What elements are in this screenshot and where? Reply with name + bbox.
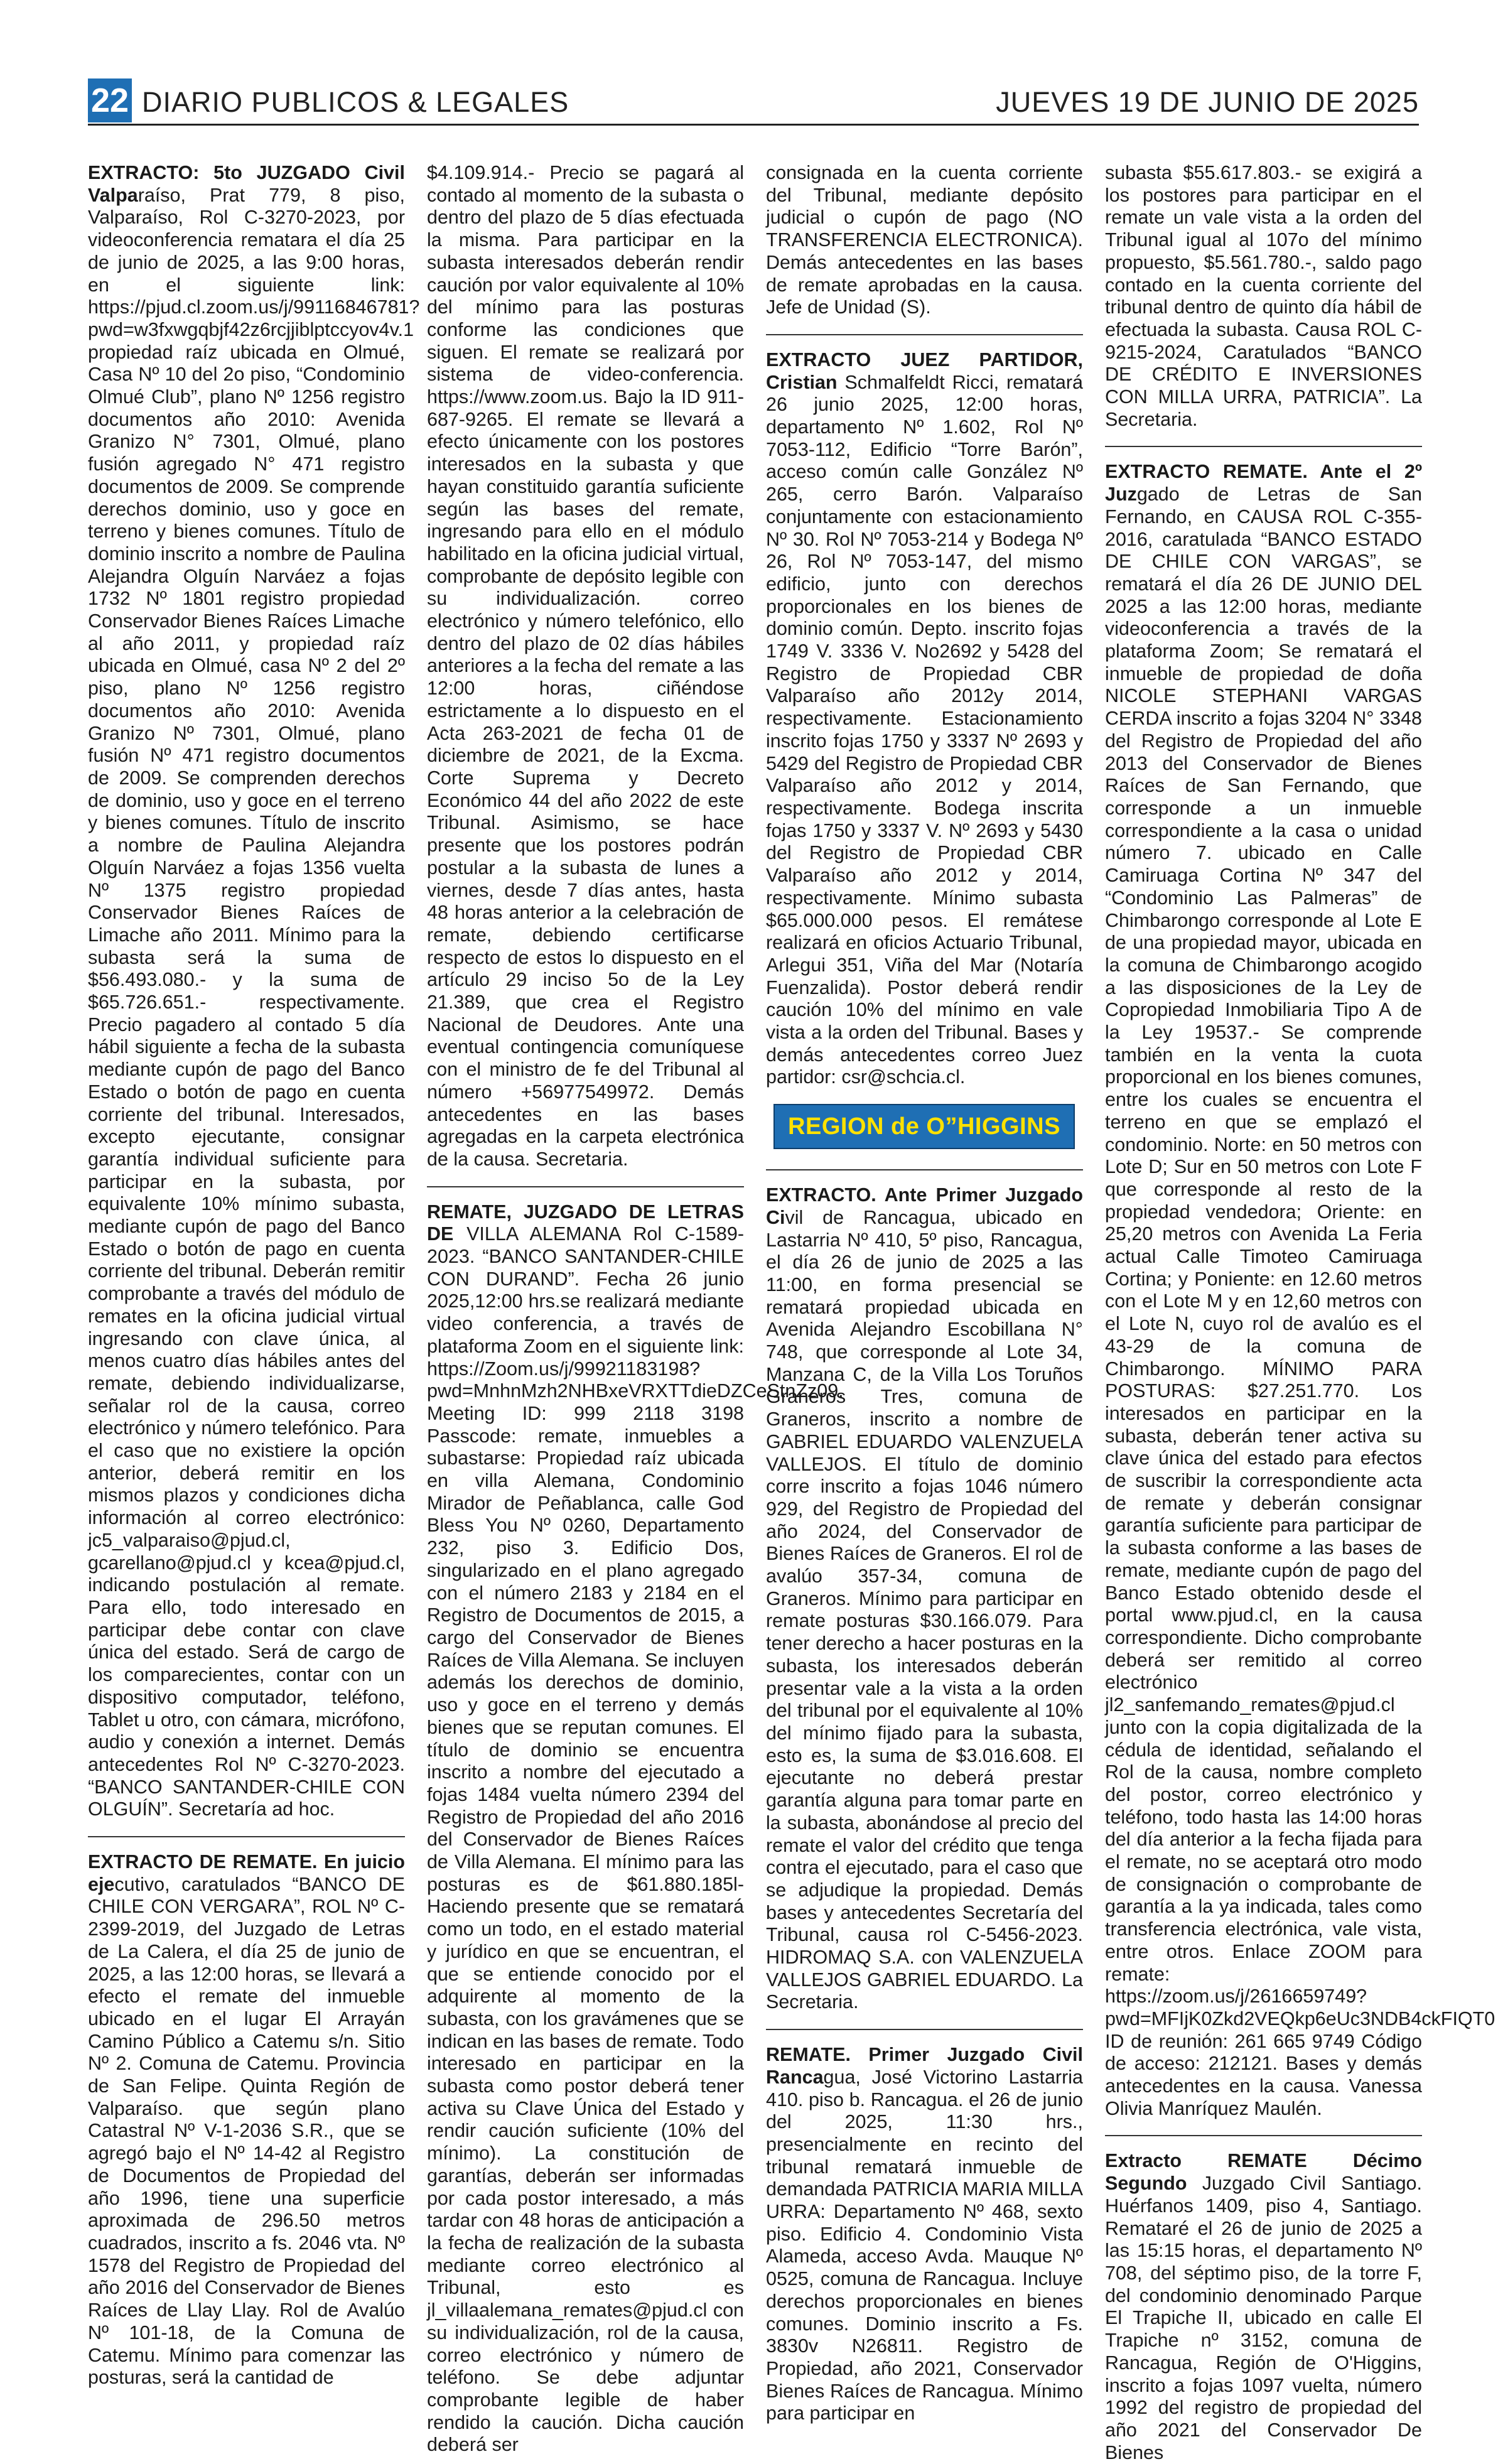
notice — [766, 1184, 1083, 2014]
column-3 — [766, 162, 1083, 2424]
notice — [88, 162, 420, 1821]
publication-date: JUEVES 19 DE JUNIO DE 2025 — [996, 86, 1419, 118]
notice — [766, 2044, 1083, 2425]
notice-divider — [766, 1169, 1083, 1170]
masthead-rule — [88, 124, 1419, 126]
region-banner — [773, 1104, 1075, 1149]
notice — [1105, 162, 1422, 431]
notice-divider — [1105, 446, 1422, 447]
notice-body: gua, José Victorino Lastarria 410. piso b. Rancagua. el 26 de junio del 2025, 11:30 hrs., presencialmente en recinto del tribunal rematará inmueble de demandada PATRICIA MARIA MILLA URRA: Departamento Nº 468, sexto piso. Edificio 4. Condominio Vista Alameda, acceso Avda. Mauque Nº 0525, comuna de Rancagua. Incluye derechos proporcionales en bienes comunes. Dominio inscrito a Fs. 3830v N26811. Registro de Propiedad, año 2021, Conservador Bienes Raíces de Rancagua. Mínimo para participar en — [766, 2066, 1083, 2424]
notice-body: Juzgado Civil Santiago. Huérfanos 1409, piso 4, Santiago. Remataré el 26 de junio de 2025 a las 15:15 horas, el departamento Nº 708, del séptimo piso, de la torre F, del condominio denominado Parque El Trapiche II, ubicado en calle El Trapiche nº 3152, comuna de Rancagua, Región de O'Higgins, inscrito a fojas 1097 vuelta, número 1992 del registro de propiedad del año 2021 del Conservador De Bienes — [1105, 2173, 1422, 2463]
column-2 — [427, 162, 844, 2456]
notice-heading: Extracto REMATE Décimo Segundo — [1105, 2150, 1422, 2195]
column-1 — [88, 162, 420, 2389]
region-banner-label: REGION de O”HIGGINS — [788, 1113, 1060, 1140]
notice-heading: REMATE, JUZGADO DE LETRAS DE — [427, 1201, 744, 1245]
notice — [88, 1851, 405, 2389]
notice-heading: EXTRACTO: 5to JUZGADO Civil Valpa — [88, 162, 405, 206]
notice-heading: EXTRACTO JUEZ PARTIDOR, Cristian — [766, 349, 1083, 393]
notice-divider — [766, 2029, 1083, 2030]
notice-body: VILLA ALEMANA Rol C-1589-2023. “BANCO SANTANDER-CHILE CON DURAND”. Fecha 26 junio 2025,12:00 hrs.se realizará mediante video conferencia, a través de plataforma Zoom en el siguiente link: https://Zoom.us/j/99921183198?pwd=MnhnMzh2NHBxeVRXTTdieDZCeStnZz09. Meeting ID: 999 2118 3198 Passcode: remate, inmuebles a subastarse: Propiedad raíz ubicada en villa Alemana, Condominio Mirador de Peñablanca, calle God Bless You Nº 0260, Departamento 232, piso 3. Edificio Dos, singularizado en el plano agregado con el número 2183 y 2184 en el Registro de Documentos de 2015, a cargo del Conservador de Bienes Raíces de Villa Alemana. Se incluyen además los derechos de dominio, uso y goce en el terreno y demás bienes que se reputan comunes. El título de dominio se encuentra inscrito a nombre del ejecutado a fojas 1484 vuelta número 2394 del Registro de Propiedad del año 2016 del Conservador de Bienes Raíces de Villa Alemana. El mínimo para las posturas es de $61.880.185l-Haciendo presente que se rematará como un todo, en el estado material y jurídico en que se encuentran, el que se entiende conocido por el adquirente al momento de la subasta, con los gravámenes que se indican en las bases de remate. Todo interesado en participar en la subasta como postor deberá tener activa su Clave Única del Estado y rendir caución suficiente (10% del mínimo). La constitución de garantías, deberán ser informadas por cada postor interesado, a más tardar con 48 horas de anticipación a la fecha de realización de la subasta mediante correo electrónico al Tribunal, esto es jl_villaalemana_remates@pjud.cl con su individualización, rol de la causa, correo electrónico y número de teléfono. Se debe adjuntar comprobante legible de haber rendido la caución. Dicha caución deberá ser — [427, 1223, 844, 2456]
notice — [1105, 2150, 1422, 2464]
page-number: 22 — [88, 78, 132, 122]
notice-body: cutivo, caratulados “BANCO DE CHILE CON VERGARA”, ROL Nº C-2399-2019, del Juzgado de Letras de La Calera, el día 25 de junio de 2025, a las 12:00 horas, se llevará a efecto el remate del inmueble ubicado en el lugar El Arrayán Camino Público a Catemu s/n. Sitio Nº 2. Comuna de Catemu. Provincia de San Felipe. Quinta Región de Valparaíso. que según plano Catastral Nº V-1-2036 S.R., que se agregó bajo el Nº 14-42 al Registro de Documentos de Propiedad del año 1996, tiene una superficie aproximada de 296.50 metros cuadrados, inscrito a fs. 2046 vta. Nº 1578 del Registro de Propiedad del año 2016 del Conservador de Bienes Raíces de Llay Llay. Rol de Avalúo Nº 101-18, de la Comuna de Catemu. Mínimo para comenzar las posturas, será la cantidad de — [88, 1873, 405, 2389]
notice-body: Schmalfeldt Ricci, rematará 26 junio 2025, 12:00 horas, departamento Nº 1.602, Rol Nº 7053-112, Edificio “Torre Barón”, acceso común calle González Nº 265, cerro Barón. Valparaíso conjuntamente con estacionamiento Nº 30. Rol Nº 7053-214 y Bodega Nº 26, Rol Nº 7053-147, del mismo edificio, junto con derechos proporcionales en los bienes de dominio común. Depto. inscrito fojas 1749 V. 3336 V. No2692 y 5428 del Registro de Propiedad CBR Valparaíso año 2012y 2014, respectivamente. Estacionamiento inscrito fojas 1750 y 3337 Nº 2693 y 5429 del Registro de Propiedad CBR Valparaíso año 2012 y 2014, respectivamente. Bodega inscrita fojas 1750 y 3337 V. Nº 2693 y 5430 del Registro de Propiedad CBR Valparaíso año 2012 y 2014, respectivamente. Mínimo subasta $65.000.000 pesos. El remátese realizará en oficios Actuario Tribunal, Arlegui 351, Viña del Mar (Notaría Fuenzalida). Postor deberá rendir caución 10% del mínimo en vale vista a la orden del Tribunal. Bases y demás antecedentes correo Juez partidor: csr@schcia.cl. — [766, 371, 1083, 1088]
notice-body: $4.109.914.- Precio se pagará al contado al momento de la subasta o dentro del plazo de 5 días efectuada la misma. Para participar en la subasta interesados deberán rendir caución por valor equivalente al 10% del mínimo para las posturas conforme las condiciones que siguen. El remate se realizará por sistema de video-conferencia. https://www.zoom.us. Bajo la ID 911-687-9265. El remate se llevará a efecto únicamente con los postores interesados en la subasta y que hayan constituido garantía suficiente según las bases del remate, ingresando para ello en el módulo habilitado en la oficina judicial virtual, comprobante de depósito legible con su individualización. correo electrónico y número telefónico, ello dentro del plazo de 02 días hábiles anteriores a la fecha del remate a las 12:00 horas, ciñéndose estrictamente a lo dispuesto en el Acta 263-2021 de fecha 01 de diciembre de 2021, de la Excma. Corte Suprema y Decreto Económico 44 del año 2022 de este Tribunal. Asimismo, se hace presente que los postores podrán postular a la subasta de lunes a viernes, desde 7 días antes, hasta 48 horas anterior a la celebración de remate, debiendo certificarse respecto de estos lo dispuesto en el artículo 29 inciso 5o de la Ley 21.389, que crea el Registro Nacional de Deudores. Ante una eventual contingencia comuníquese con el ministro de fe del Tribunal al número +56977549972. Demás antecedentes en las bases agregadas en la carpeta electrónica de la causa. Secretaria. — [427, 162, 744, 1170]
notice-body: subasta $55.617.803.- se exigirá a los postores para participar en el remate un vale vista a la orden del Tribunal igual al 107o del mínimo propuesto, $5.561.780.-, saldo pago contado en la cuenta corriente del tribunal dentro de quinto día hábil de efectuada la subasta. Causa ROL C-9215-2024, Caratulados “BANCO DE CRÉDITO E INVERSIONES CON MILLA URRA, PATRICIA”. La Secretaria. — [1105, 162, 1422, 430]
notice-heading: EXTRACTO. Ante Primer Juzgado Ci — [766, 1184, 1083, 1228]
notice-heading: EXTRACTO DE REMATE. En juicio eje — [88, 1851, 405, 1895]
paper-name: DIARIO PUBLICOS & LEGALES — [142, 86, 569, 118]
notice-divider — [88, 1836, 405, 1837]
column-4 — [1105, 162, 1495, 2463]
notice-body: gado de Letras de San Fernando, en CAUSA ROL C-355-2016, caratulada “BANCO ESTADO DE CHILE CON VARGAS”, se rematará el día 26 DE JUNIO DEL 2025 a las 12:00 horas, mediante videoconferencia a través de la plataforma Zoom; Se rematará el inmueble de propiedad de doña NICOLE STEPHANI VARGAS CERDA inscrito a fojas 3204 N° 3348 del Registro de Propiedad del año 2013 del Conservador de Bienes Raíces de San Fernando, que corresponde a un inmueble correspondiente a la casa o unidad número 7. ubicado en Calle Camiruaga Cortina Nº 347 del “Condominio Las Palmeras” de Chimbarongo corresponde al Lote E de una propiedad mayor, ubicada en la comuna de Chimbarongo acogido a las disposiciones de la Ley de Copropiedad Inmobiliaria Tipo A de la Ley 19537.- Se comprende también en la venta la cuota proporcional en los bienes comunes, entre los cuales se encuentra el terreno en que se emplazó el condominio. Norte: en 50 metros con Lote D; Sur en 50 metros con Lote F que corresponde al resto de la propiedad vendedora; Oriente: en 25,20 metros con Avenida La Feria actual Calle Timoteo Camiruaga Cortina; y Poniente: en 12.60 metros con el Lote M y en 12,60 metros con el Lote N, cuyo rol de avalúo es el 43-29 de la comuna de Chimbarongo. MÍNIMO PARA POSTURAS: $27.251.770. Los interesados en participar en la subasta, deberán tener activa su clave única del estado para efectos de suscribir la correspondiente acta de remate y deberán consignar garantía suficiente para participar de la subasta conforme a las bases de remate, mediante cupón de pago del Banco Estado obtenido desde el portal www.pjud.cl, en la causa correspondiente. Dicho comprobante deberá ser remitido al correo electrónico jl2_sanfemando_remates@pjud.cl junto con la copia digitalizada de la cédula de identidad, señalando el Rol de la causa, nombre completo del postor, correo electrónico y teléfono, todo hasta las 14:00 horas del día anterior a la fecha fijada para el remate, no se aceptará otro modo de consignación o comprobante de garantía a la ya indicada, tales como transferencia electrónica, vale vista, entre otros. Enlace ZOOM para remate: https://zoom.us/j/2616659749?pwd=MFIjK0Zkd2VEQkp6eUc3NDB4ckFIQT0 ID de reunión: 261 665 9749 Código de acceso: 212121. Bases y demás antecedentes en la causa. Vanessa Olivia Manríquez Maulén. — [1105, 484, 1495, 2119]
notice — [427, 1201, 844, 2456]
notice — [427, 162, 744, 1171]
notice-divider — [766, 334, 1083, 335]
notice-divider — [1105, 2135, 1422, 2136]
notice-divider — [427, 1186, 744, 1187]
notice — [1105, 461, 1495, 2120]
notice — [766, 162, 1083, 319]
notice-body: raíso, Prat 779, 8 piso, Valparaíso, Rol C-3270-2023, por videoconferencia rematara el día 25 de junio de 2025, a las 9:00 horas, en el siguiente link: https://pjud.cl.zoom.us/j/99116846781?pwd=w3fxwgqbjf42z6rcjjiblptccyov4v.1 propiedad raíz ubicada en Olmué, Casa Nº 10 del 2o piso, “Condominio Olmué Club”, plano Nº 1256 registro documentos año 2010: Avenida Granizo N° 7301, Olmué, plano fusión agregado N° 471 registro documentos de 2009. Se comprende derechos dominio, uso y goce en terreno y bienes comunes. Título de dominio inscrito a nombre de Paulina Alejandra Olguín Narváez a fojas 1732 Nº 1801 registro propiedad Conservador Bienes Raíces Limache al año 2011, y propiedad raíz ubicada en Olmué, casa Nº 2 del 2º piso, plano Nº 1256 registro documentos año 2010: Avenida Granizo Nº 7301, Olmué, plano fusión Nº 471 registro documentos de 2009. Se comprenden derechos de dominio, uso y goce en el terreno y bienes comunes. Título de inscrito a nombre de Paulina Alejandra Olguín Narváez a fojas 1356 vuelta Nº 1375 registro propiedad Conservador Bienes Raíces de Limache año 2011. Mínimo para la subasta será la suma de $56.493.080.- y la suma de $65.726.651.- respectivamente. Precio pagadero al contado 5 día hábil siguiente a fecha de la subasta mediante cupón de pago del Banco Estado o botón de pago en cuenta corriente del tribunal. Interesados, excepto ejecutante, consignar garantía individual suficiente para participar en la subasta, por equivalente 10% mínimo subasta, mediante cupón de pago del Banco Estado o botón de pago en cuenta corriente del tribunal. Deberán remitir comprobante a través del módulo de remates en la oficina judicial virtual ingresando con clave única, al menos cuatro días hábiles antes del remate, debiendo individualizarse, señalar rol de la causa, correo electrónico y número telefónico. Para el caso que no existiere la opción anterior, deberá remitir en los mismos plazos y condiciones dicha información al correo electrónico: jc5_valparaiso@pjud.cl, gcarellano@pjud.cl y kcea@pjud.cl, indicando postulación al remate. Para ello, todo interesado en participar debe contar con clave única del estado. Será de cargo de los comparecientes, contar con un dispositivo computador, teléfono, Tablet u otro, con cámara, micrófono, audio y conexión a internet. Demás antecedentes Rol Nº C-3270-2023. “BANCO SANTANDER-CHILE CON OLGUÍN”. Secretaría ad hoc. — [88, 184, 420, 1820]
notice-heading: EXTRACTO REMATE. Ante el 2º Juz — [1105, 461, 1422, 505]
notice-heading: REMATE. Primer Juzgado Civil Ranca — [766, 2044, 1083, 2088]
notice-body: consignada en la cuenta corriente del Tribunal, mediante depósito judicial o cupón de pago (NO TRANSFERENCIA ELECTRONICA). Demás antecedentes en las bases de remate aprobadas en la causa. Jefe de Unidad (S). — [766, 162, 1083, 318]
notice — [766, 349, 1083, 1089]
notice-body: vil de Rancagua, ubicado en Lastarria Nº 410, 5º piso, Rancagua, el día 26 de junio de 2025 a las 11:00, en forma presencial se rematará propiedad ubicada en Avenida Alejandro Escobillana N° 748, que corresponde al Lote 34, Manzana C, de la Villa Los Toruños Graneros Tres, comuna de Graneros, inscrito a nombre de GABRIEL EDUARDO VALENZUELA VALLEJOS. El título de dominio corre inscrito a fojas 1046 número 929, del Registro de Propiedad del año 2024, del Conservador de Bienes Raíces de Graneros. El rol de avalúo 357-34, comuna de Graneros. Mínimo para participar en remate posturas $30.166.079. Para tener derecho a hacer posturas en la subasta, los interesados deberán presentar vale a la vista a la orden del tribunal por el equivalente al 10% del mínimo fijado para la subasta, esto es, la suma de $3.016.608. El ejecutante no deberá prestar garantía alguna para tomar parte en la subasta, abonándose al precio del remate el valor del crédito que tenga contra el ejecutado, para el caso que se adjudique la propiedad. Demás bases y antecedentes Secretaría del Tribunal, causa rol C-5456-2023. HIDROMAQ S.A. con VALENZUELA VALLEJOS GABRIEL EDUARDO. La Secretaria. — [766, 1206, 1083, 2013]
masthead — [88, 78, 1419, 124]
